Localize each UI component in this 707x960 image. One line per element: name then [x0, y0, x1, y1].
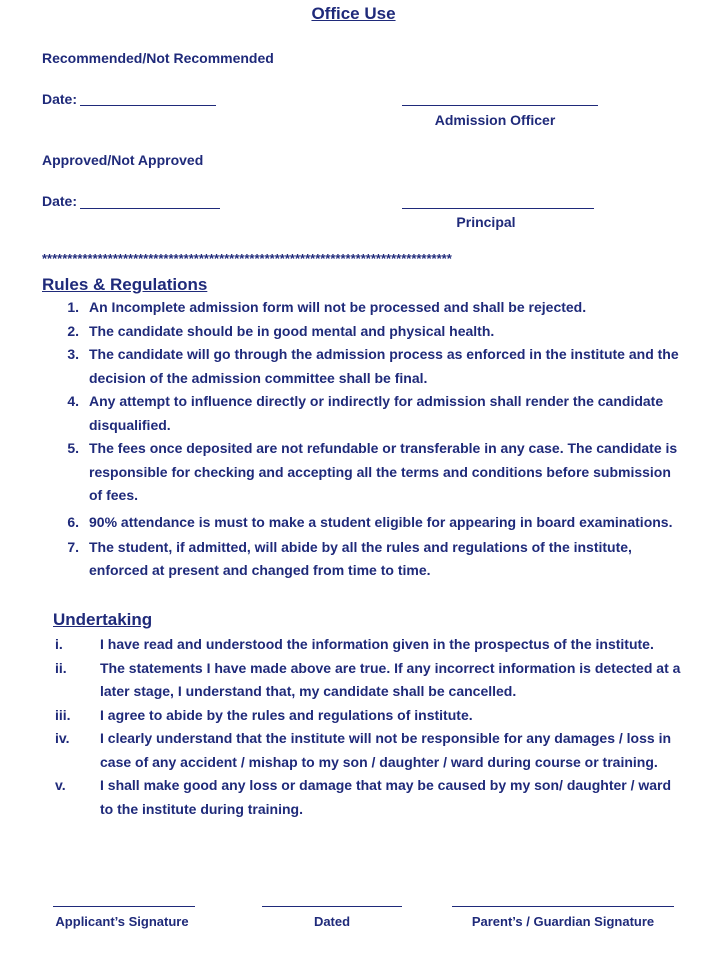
undertaking-number: ii.	[55, 659, 67, 676]
rule-number: 7.	[67, 538, 79, 555]
undertaking-list	[55, 633, 682, 821]
parent-signature-label: Parent’s / Guardian Signature	[471, 914, 655, 929]
rule-number: 6.	[67, 513, 79, 530]
office-use-title: Office Use	[311, 4, 396, 23]
rule-item	[67, 343, 681, 390]
principal-signature-line[interactable]	[402, 208, 594, 209]
rule-item	[67, 390, 681, 437]
rule-item	[67, 296, 681, 320]
undertaking-number: v.	[55, 777, 66, 793]
rule-text: Any attempt to influence directly or indirectly for admission shall render the candidate disqualified.	[89, 393, 664, 433]
rule-text: The candidate should be in good mental and physical health.	[89, 322, 495, 339]
undertaking-number: iv.	[55, 730, 70, 746]
rule-number: 5.	[67, 440, 79, 456]
rule-text: 90% attendance is must to make a student eligible for appearing in board examinations.	[89, 513, 673, 530]
rule-text: The student, if admitted, will abide by all the rules and regulations of the institute, enforced at present and changed from time to time.	[89, 538, 632, 578]
undertaking-item	[55, 633, 682, 657]
approved-label: Approved/Not Approved	[42, 152, 204, 168]
rule-number: 3.	[67, 346, 79, 362]
applicant-signature-label: Applicant’s Signature	[55, 914, 189, 929]
rules-heading: Rules & Regulations	[42, 275, 208, 294]
rules-list	[67, 296, 681, 583]
admission-officer-signature-line[interactable]	[402, 105, 598, 106]
rule-number: 2.	[67, 322, 79, 339]
rule-number: 1.	[67, 299, 79, 315]
rule-number: 4.	[67, 393, 79, 409]
undertaking-text: The statements I have made above are true. If any incorrect information is detected at a later stage, I understand that, my candidate shall be cancelled.	[100, 659, 681, 699]
dated-label: Dated	[313, 914, 351, 929]
undertaking-item	[55, 704, 682, 728]
rule-item	[67, 320, 681, 344]
dated-line[interactable]	[262, 906, 402, 907]
recommended-label: Recommended/Not Recommended	[42, 50, 274, 66]
admission-officer-label: Admission Officer	[434, 112, 556, 128]
rule-item	[67, 508, 681, 536]
date-line-1[interactable]	[80, 105, 216, 106]
parent-signature-line[interactable]	[452, 906, 674, 907]
date-line-2[interactable]	[80, 208, 220, 209]
undertaking-heading: Undertaking	[53, 610, 153, 629]
separator: *********************************************************************************	[42, 252, 452, 266]
rule-item	[67, 536, 681, 583]
date-label-2: Date:	[42, 193, 78, 209]
date-label-1: Date:	[42, 91, 78, 107]
undertaking-number: iii.	[55, 706, 71, 723]
undertaking-text: I agree to abide by the rules and regulations of institute.	[100, 706, 473, 723]
rule-text: An Incomplete admission form will not be processed and shall be rejected.	[89, 299, 587, 315]
rule-text: The fees once deposited are not refundable or transferable in any case. The candidate is responsible for checking and accepting all the terms and conditions before submission of fees.	[89, 440, 678, 503]
applicant-signature-line[interactable]	[53, 906, 195, 907]
rule-text: The candidate will go through the admission process as enforced in the institute and the decision of the admission committee shall be final.	[89, 346, 679, 386]
undertaking-number: i.	[55, 636, 63, 652]
rule-item	[67, 437, 681, 508]
undertaking-item	[55, 774, 682, 821]
undertaking-item	[55, 727, 682, 774]
principal-label: Principal	[456, 214, 516, 230]
undertaking-text: I have read and understood the information given in the prospectus of the institute.	[100, 636, 654, 652]
undertaking-item	[55, 657, 682, 704]
undertaking-text: I clearly understand that the institute will not be responsible for any damages / loss in case of any accident / mishap to my son / daughter / ward during course or training.	[100, 730, 672, 770]
undertaking-text: I shall make good any loss or damage that may be caused by my son/ daughter / ward to the institute during training.	[100, 777, 672, 817]
